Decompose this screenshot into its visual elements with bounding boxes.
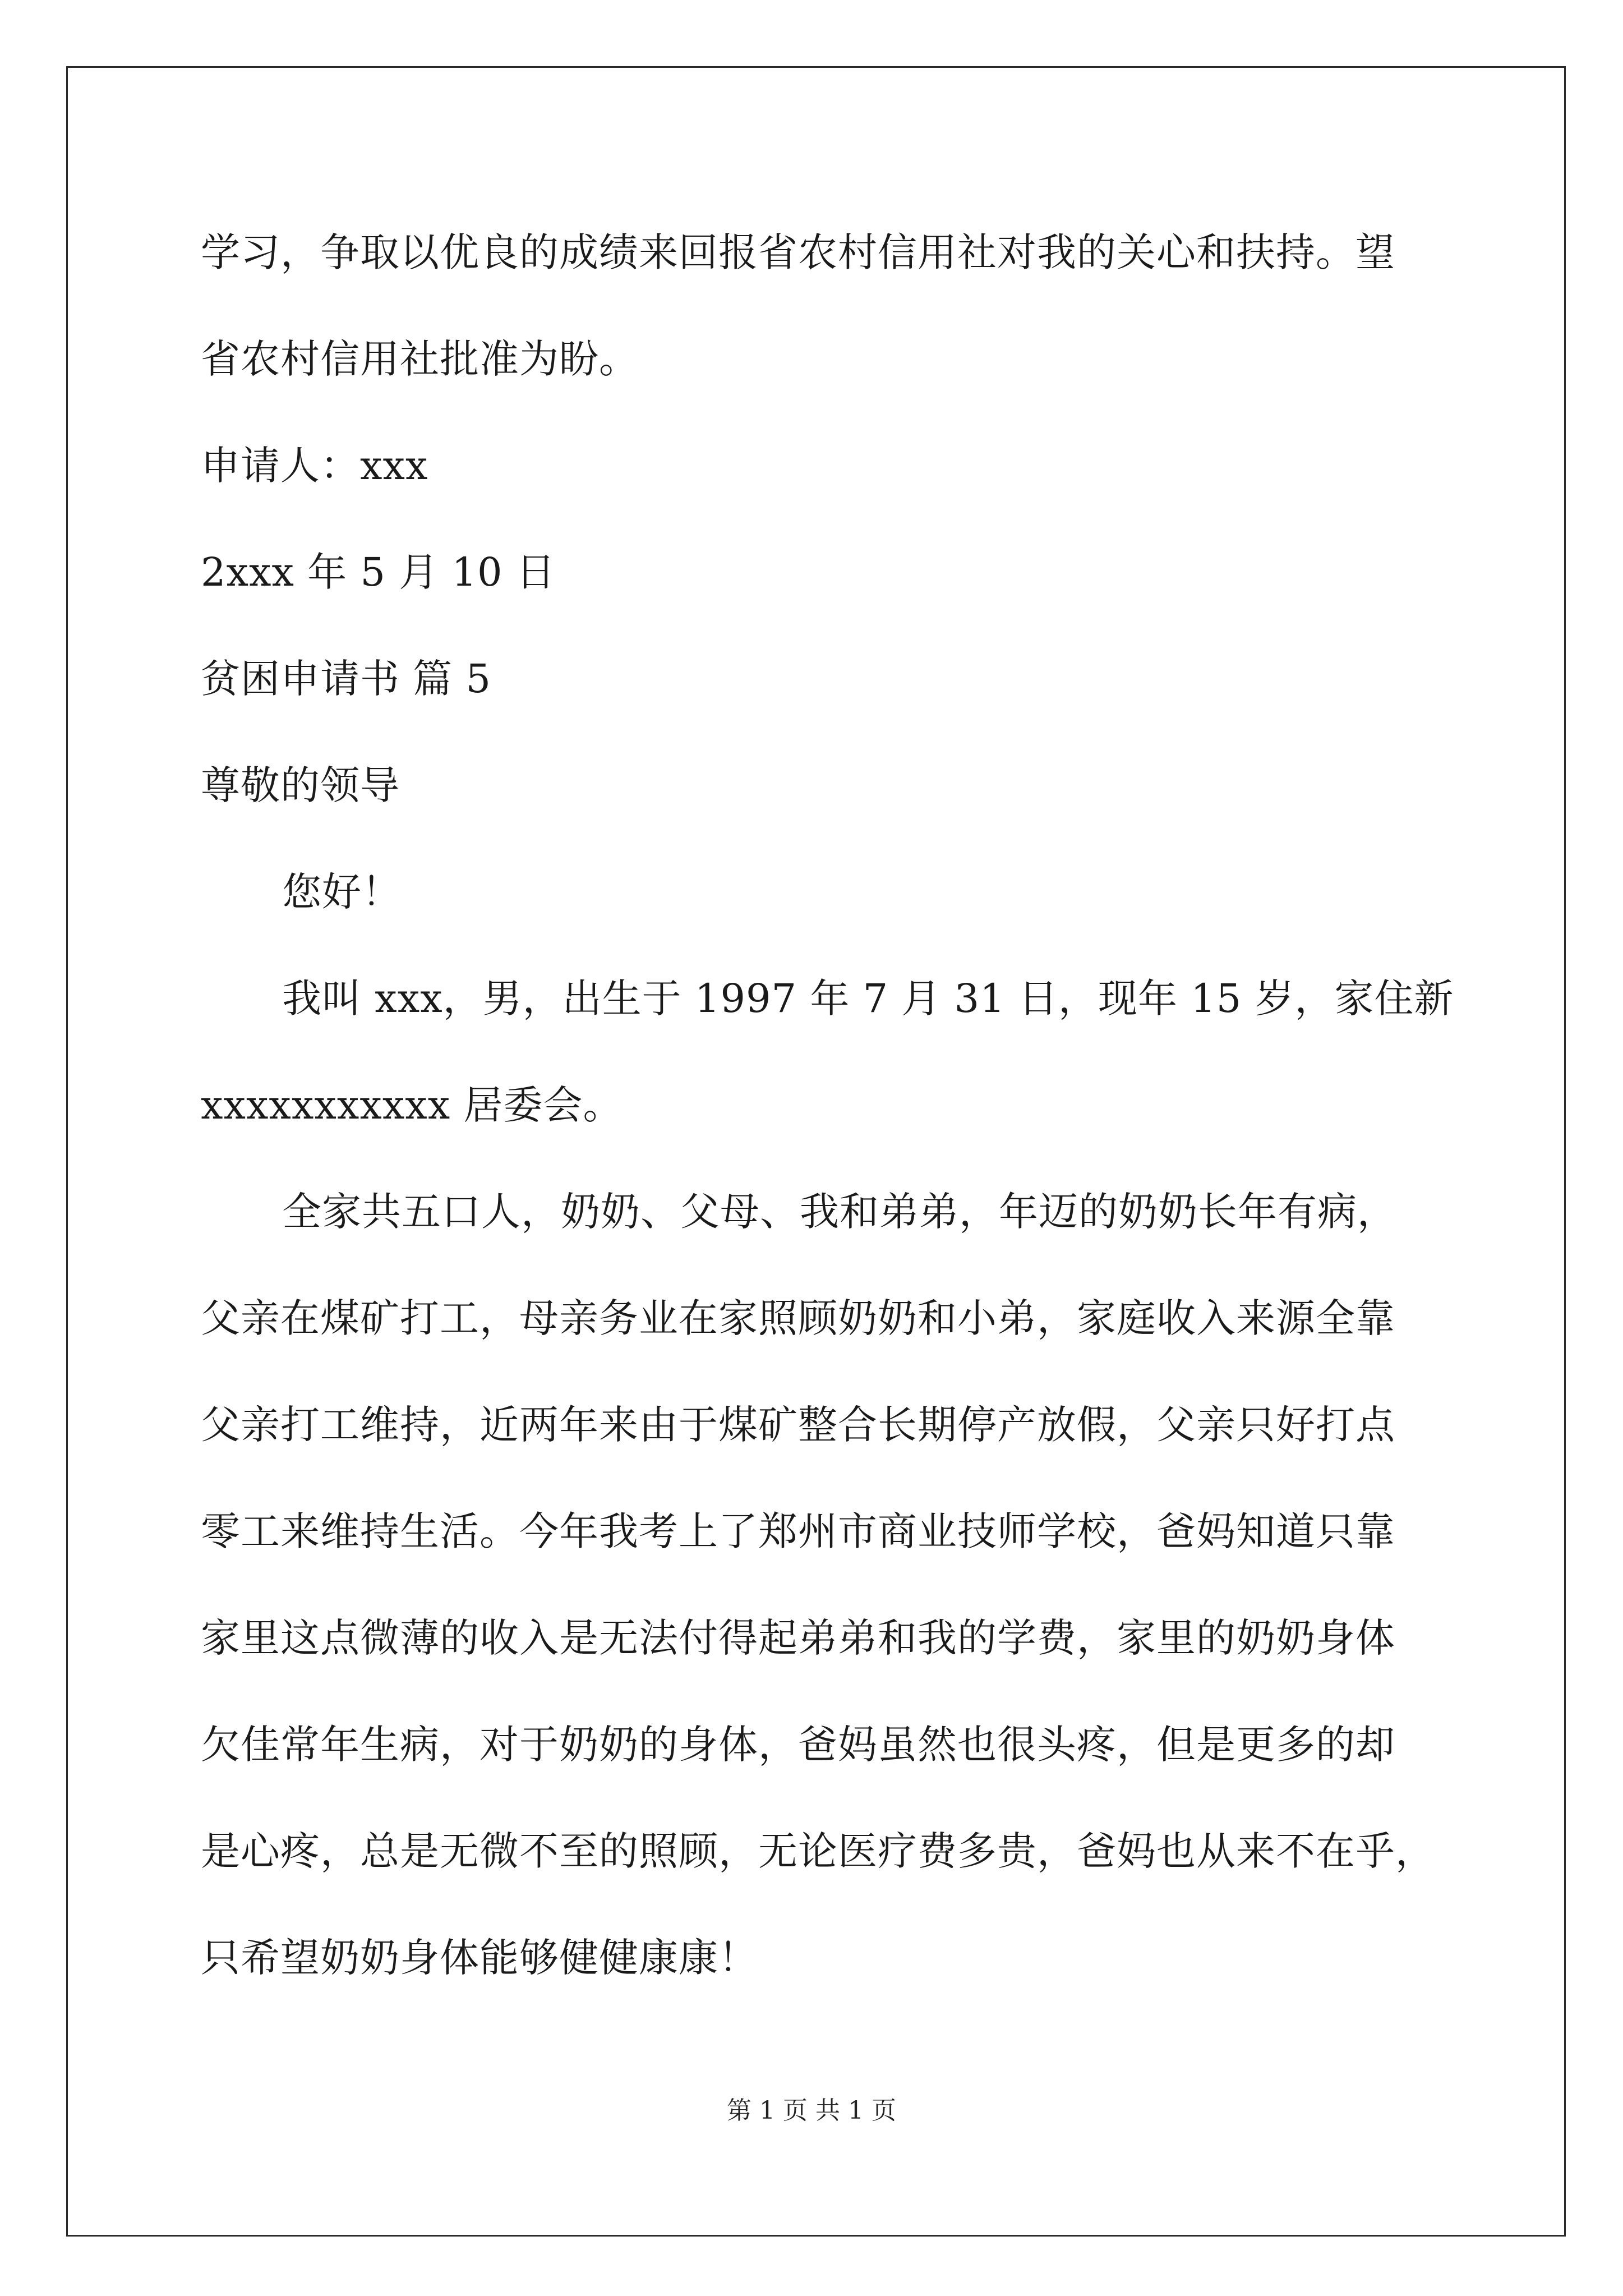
paragraph-2-line-3: 父亲打工维持，近两年来由于煤矿整合长期停产放假，父亲只好打点 [201,1402,1395,1448]
paragraph-1-line-1: 我叫 xxx，男，出生于 1997 年 7 月 31 日，现年 15 岁，家住新 [282,976,1454,1022]
paragraph-2-line-2: 父亲在煤矿打工，母亲务业在家照顾奶奶和小弟，家庭收入来源全靠 [201,1295,1395,1341]
paragraph-2-line-7: 是心疼，总是无微不至的照顾，无论医疗费多贵，爸妈也从来不在乎， [201,1828,1435,1874]
applicant-line: 申请人：xxx [201,443,428,489]
paragraph-2-line-5: 家里这点微薄的收入是无法付得起弟弟和我的学费，家里的奶奶身体 [201,1615,1395,1661]
body-line-1: 学习，争取以优良的成绩来回报省农村信用社对我的关心和扶持。望 [201,229,1395,275]
paragraph-2-line-4: 零工来维持生活。今年我考上了郑州市商业技师学校，爸妈知道只靠 [201,1508,1395,1554]
paragraph-1-line-2: xxxxxxxxxxx 居委会。 [201,1082,623,1128]
salutation: 尊敬的领导 [201,762,400,808]
section-title: 贫困申请书 篇 5 [201,656,492,702]
page-footer: 第 1 页 共 1 页 [727,2096,896,2125]
body-line-2: 省农村信用社批准为盼。 [201,336,639,382]
paragraph-2-line-6: 欠佳常年生病，对于奶奶的身体，爸妈虽然也很头疼，但是更多的却 [201,1722,1395,1768]
date-line: 2xxx 年 5 月 10 日 [201,549,556,595]
paragraph-2-line-1: 全家共五口人，奶奶、父母、我和弟弟，年迈的奶奶长年有病， [282,1189,1397,1235]
paragraph-2-line-8: 只希望奶奶身体能够健健康康！ [201,1935,758,1981]
greeting: 您好！ [282,869,402,915]
page-border [66,66,1566,2237]
